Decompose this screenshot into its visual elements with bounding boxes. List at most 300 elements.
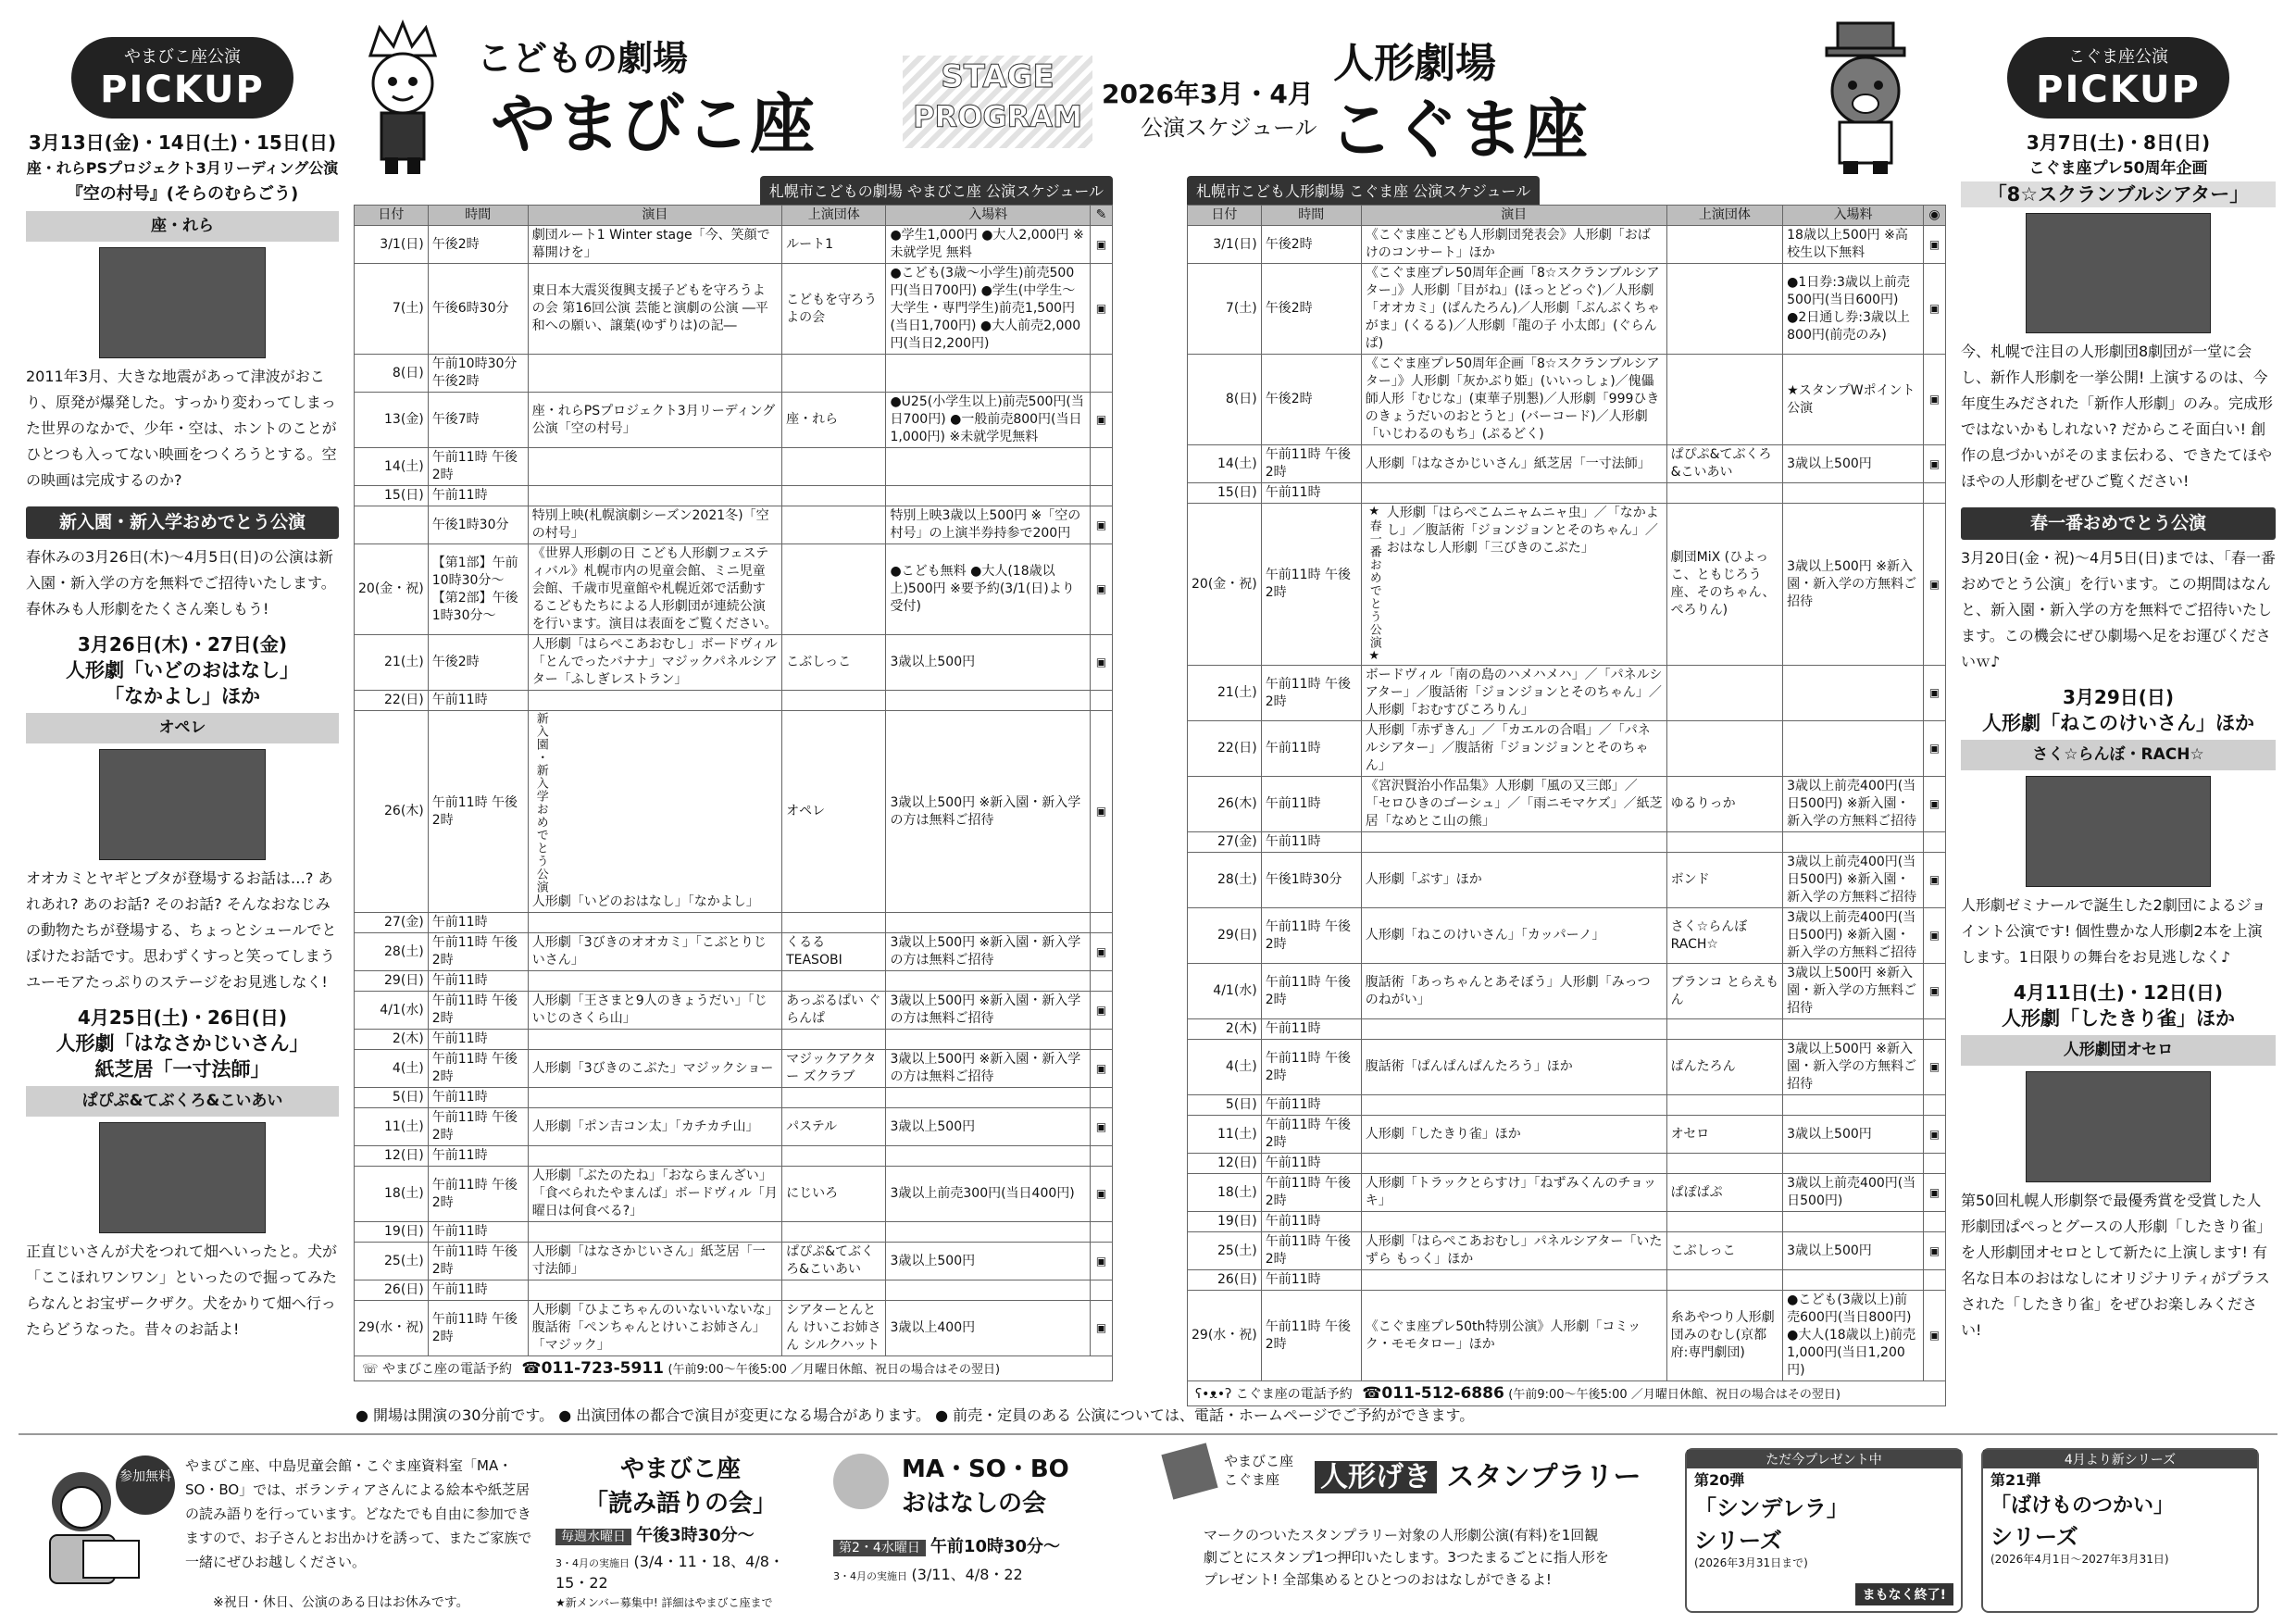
cell-date: 3/1(日) — [355, 226, 429, 264]
cell-date: 27(金) — [355, 913, 429, 933]
phone-icon: ☏ — [362, 1362, 379, 1377]
cell-time: 午前11時 午後2時 — [428, 1108, 528, 1146]
table-row — [355, 992, 1113, 1030]
cell-program — [528, 1280, 781, 1301]
cell-date: 20(金・祝) — [1188, 504, 1262, 666]
koguma-schedule — [1187, 176, 1946, 1406]
cell-date: 29(水・祝) — [355, 1301, 429, 1356]
cell-fee: 3歳以上前売400円(当日500円) ※新入園・新入学の方無料ご招待 — [1783, 853, 1924, 908]
cell-troupe: こぶしっこ — [1666, 1232, 1783, 1270]
pickup-text: 人形劇ゼミナールで誕生した2劇団によるジョイント公演です! 個性豊かな人形劇2本を上演します。1日限りの舞台をお見逃しなく♪ — [1961, 896, 2266, 966]
cell-time: 午前11時 午後2時 — [428, 1167, 528, 1222]
stamp-icon — [1091, 1146, 1113, 1167]
cell-troupe: ブランコ とらえもん — [1666, 964, 1783, 1019]
stamp-icon: ▣ — [1924, 1232, 1946, 1270]
table-row — [355, 1222, 1113, 1243]
cell-fee: ●こども(3歳以上)前売600円(当日800円) ●大人(18歳以上)前売1,000円(当日1,200円) — [1783, 1291, 1924, 1381]
cell-fee: 3歳以上500円 — [1783, 445, 1924, 483]
table-row — [1188, 226, 1946, 264]
cell-date: 18(土) — [1188, 1174, 1262, 1212]
cell-program: 人形劇「ひよこちゃんのいないいないな」腹話術「ぺンちゃんとけいこお姉さん」「マジック」 — [528, 1301, 781, 1356]
table-row — [355, 1280, 1113, 1301]
cell-troupe: ボンド — [1666, 853, 1783, 908]
bottom-strip — [19, 1433, 2277, 1615]
stamp-icon: ▣ — [1924, 355, 1946, 445]
cell-program — [528, 1088, 781, 1108]
cell-date: 3/1(日) — [1188, 226, 1262, 264]
cell-fee — [1783, 1270, 1924, 1291]
stage-photo — [99, 1122, 266, 1233]
col-program: 演目 — [1361, 206, 1666, 226]
cell-date: 29(日) — [355, 971, 429, 992]
cell-program — [1361, 1019, 1666, 1040]
cell-program: 人形劇「3びきのこぶた」マジックショー — [528, 1050, 781, 1088]
pickup-title: 『空の村号』(そらのむらごう) — [66, 184, 299, 204]
cell-date: 25(土) — [1188, 1232, 1262, 1270]
cell-fee — [886, 448, 1091, 486]
cell-program: 人形劇「ぶす」ほか — [1361, 853, 1666, 908]
cell-program: ★春一番おめでとう公演★ 人形劇「はらぺこムニャムニャ虫」／「なかよし」／腹話術「ジョンジョンとそのちゃん」／おはなし人形劇「三びきのこぶた」 — [1361, 504, 1666, 666]
col-fee: 入場料 — [886, 206, 1091, 226]
cell-time: 午前11時 午後2時 — [1261, 908, 1361, 964]
cell-troupe: ぱんたろん — [1666, 1040, 1783, 1095]
table-row — [1188, 504, 1946, 666]
cell-troupe — [1666, 1095, 1783, 1116]
cell-time: 午前11時 — [1261, 1019, 1361, 1040]
cell-time: 午前11時 午後2時 — [1261, 666, 1361, 721]
table-row — [355, 544, 1113, 635]
table-row — [1188, 1116, 1946, 1154]
troupe-band: 人形劇団オセロ — [1961, 1035, 2276, 1066]
table-row — [355, 1301, 1113, 1356]
cell-troupe — [782, 544, 886, 635]
stamp-col-icon: ✎ — [1091, 206, 1113, 226]
cell-troupe — [782, 1222, 886, 1243]
masobo-reading-box: MA・SO・BO おはなしの会 第2・4水曜日 午前10時30分～ 3・4月の実施日 (3/11、4/8・22 — [833, 1455, 1069, 1583]
stamp-icon — [1091, 1088, 1113, 1108]
cell-troupe — [1666, 264, 1783, 355]
cell-date: 12(日) — [1188, 1154, 1262, 1174]
cell-fee — [886, 971, 1091, 992]
cell-troupe: あっぷるぱい ぐらんぱ — [782, 992, 886, 1030]
cell-troupe: ルート1 — [782, 226, 886, 264]
cell-fee: ●こども(3歳～小学生)前売500円(当日700円) ●学生(中学生～大学生・専門学生)前売1,500円(当日1,700円) ●大人前売2,000円(当日2,200円) — [886, 264, 1091, 355]
troupe-band: ぱぴぷ&てぶくろ&こいあい — [26, 1086, 339, 1117]
table-row — [1188, 777, 1946, 832]
table-row — [355, 226, 1113, 264]
cell-fee: 3歳以上500円 — [886, 1243, 1091, 1280]
cell-time: 午後7時 — [428, 393, 528, 448]
reading-note: ※祝日・休日、公演のある日はお休みです。 — [213, 1595, 469, 1610]
pickup-title: こぐま座プレ50周年企画 — [2028, 159, 2208, 178]
phone-reservation: ☏ やまびこ座の電話予約 ☎011-723-5911 (午前9:00～午後5:00 ／月曜日休館、祝日の場合はその翌日) — [354, 1356, 1113, 1381]
cell-date: 7(土) — [355, 264, 429, 355]
col-troupe: 上演団体 — [1666, 206, 1783, 226]
stamp-icon — [1091, 355, 1113, 393]
cell-fee: 3歳以上500円 ※新入園・新入学の方無料ご招待 — [1783, 1040, 1924, 1095]
cell-date: 26(木) — [1188, 777, 1262, 832]
cell-fee: 3歳以上500円 — [886, 635, 1091, 691]
cell-time: 午後6時30分 — [428, 264, 528, 355]
cell-troupe — [782, 971, 886, 992]
yamabiko-title: やまびこ座 — [491, 86, 815, 162]
table-row — [355, 393, 1113, 448]
cell-fee — [1783, 483, 1924, 504]
table-row — [1188, 1270, 1946, 1291]
cell-fee: 3歳以上前売400円(当日500円) ※新入園・新入学の方無料ご招待 — [1783, 777, 1924, 832]
col-troupe: 上演団体 — [782, 206, 886, 226]
cell-troupe — [1666, 832, 1783, 853]
stamp-icon — [1924, 832, 1946, 853]
table-row — [1188, 1095, 1946, 1116]
cell-program: 《こぐま座こども人形劇団発表会》人形劇「おばけのコンサート」ほか — [1361, 226, 1666, 264]
phone-reservation: ʕ•ᴥ•ʔ こぐま座の電話予約 ☎011-512-6886 (午前9:00～午後5:00 ／月曜日休館、祝日の場合はその翌日) — [1187, 1381, 1946, 1406]
cell-program: 人形劇「はらぺこあおむし」パネルシアター「いたずら もっく」ほか — [1361, 1232, 1666, 1270]
cell-date: 28(土) — [355, 933, 429, 971]
stamp-icon: ▣ — [1924, 445, 1946, 483]
table-row — [1188, 1291, 1946, 1381]
cell-troupe — [782, 1146, 886, 1167]
cell-troupe: 糸あやつり人形劇団みのむし(京都府:専門劇団) — [1666, 1291, 1783, 1381]
cell-program: 人形劇「赤ずきん」／「カエルの合唱」／「パネルシアター」／腹話術「ジョンジョンとそのちゃん」 — [1361, 721, 1666, 777]
cell-date: 5(日) — [1188, 1095, 1262, 1116]
yamabiko-schedule — [354, 176, 1113, 1381]
cell-time: 午前11時 — [428, 486, 528, 506]
col-fee: 入場料 — [1783, 206, 1924, 226]
cell-date: 4(土) — [1188, 1040, 1262, 1095]
table-row — [355, 355, 1113, 393]
cell-fee: 3歳以上500円 ※新入園・新入学の方は無料ご招待 — [886, 933, 1091, 971]
cell-troupe — [782, 691, 886, 711]
cell-program: 《世界人形劇の日 こども人形劇フェスティバル》札幌市内の児童会館、ミニ児童会館、千歳市児童館や札幌近郊で活動するこどもたちによる人形劇団が連続公演を行います。演目は表面をご覧ください。 — [528, 544, 781, 635]
cell-program — [528, 486, 781, 506]
cell-time: 午前11時 午後2時 — [1261, 445, 1361, 483]
stage-photo — [99, 749, 266, 860]
campaign-text: 3月20日(金・祝)～4月5日(日)までは、「春一番おめでとう公演」を行います。この期間はなんと、新入園・新入学の方を無料でご招待いたします。この機会にぜひ劇場へ足をお運びくださいｗ♪ — [1961, 549, 2276, 670]
cell-program: 人形劇「王さまと9人のきょうだい」「じいじのさくら山」 — [528, 992, 781, 1030]
cell-fee — [886, 691, 1091, 711]
table-row — [355, 635, 1113, 691]
cell-date: 5(日) — [355, 1088, 429, 1108]
pickup-text: オオカミとヤギとブタが登場するお話は…? あれあれ? あのお話? そのお話? そんなおなじみの動物たちが登場する、ちょっとシュールでとぼけたお話です。思わずくすっと笑ってしまうユーモアたっぷりのステージをお見逃しなく! — [26, 869, 337, 991]
cell-program: 劇団ルート1 Winter stage「今、笑顔で幕開けを」 — [528, 226, 781, 264]
cell-troupe — [782, 1280, 886, 1301]
stamp-icon — [1924, 1212, 1946, 1232]
pickup-title: 人形劇「はなさかじいさん」 — [56, 1032, 309, 1055]
cell-time: 午後2時 — [428, 635, 528, 691]
pickup-text: 2011年3月、大きな地震があって津波がおこり、原発が爆発した。すっかり変わってしまった世界のなかで、少年・空は、ホントのことがひとつも入ってない映画をつくろうとする。空の映画は完成するのか? — [26, 368, 337, 489]
cell-time: 午前11時 — [428, 1280, 528, 1301]
stage-program-logo: STAGE PROGRAM — [903, 56, 1092, 148]
cell-time: 午前11時 — [1261, 1270, 1361, 1291]
table-row — [355, 486, 1113, 506]
cell-time: 午前11時 — [428, 1146, 528, 1167]
series-20: ただ今プレゼント中 第20弾 「シンデレラ」 シリーズ (2026年3月31日まで) まもなく終了! — [1685, 1448, 1963, 1613]
campaign-band: 春一番おめでとう公演 — [1961, 507, 2276, 540]
cell-time: 午前11時 — [428, 691, 528, 711]
header — [352, 19, 1944, 176]
cell-date: 8(日) — [1188, 355, 1262, 445]
cell-program — [528, 913, 781, 933]
boy-mascot-icon — [352, 19, 454, 176]
cell-fee: 3歳以上500円 ※新入園・新入学の方無料ご招待 — [1783, 964, 1924, 1019]
cell-program: 腹話術「ぱんぱんぱんたろう」ほか — [1361, 1040, 1666, 1095]
cell-date: 22(日) — [1188, 721, 1262, 777]
cell-program — [528, 448, 781, 486]
pickup-date: 3月7日(土)・8日(日) — [2026, 131, 2211, 154]
cell-program — [528, 1222, 781, 1243]
cell-date: 21(土) — [1188, 666, 1262, 721]
cell-time: 午前11時 — [428, 1030, 528, 1050]
cell-program: 特別上映(札幌演劇シーズン2021冬)「空の村号」 — [528, 506, 781, 544]
table-row — [1188, 1174, 1946, 1212]
cell-date: 12(日) — [355, 1146, 429, 1167]
pickup-title: 人形劇「いどのおはなし」 — [66, 659, 299, 681]
cell-program — [1361, 1154, 1666, 1174]
cell-program: 人形劇「3びきのオオカミ」「こぶとりじいさん」 — [528, 933, 781, 971]
cell-time: 午前11時 — [1261, 777, 1361, 832]
stamp-icon: ▣ — [1091, 1301, 1113, 1356]
stamp-icon — [1091, 1280, 1113, 1301]
cell-fee: 3歳以上500円 ※新入園・新入学の方無料ご招待 — [1783, 504, 1924, 666]
table-caption: 札幌市こどもの劇場 やまびこ座 公演スケジュール — [760, 176, 1113, 205]
cell-troupe — [1666, 483, 1783, 504]
stamp-icon — [1924, 1154, 1946, 1174]
cell-program: 人形劇「はらぺこあおむし」ボードヴィル「とんでったバナナ」マジックパネルシアター「ふしぎレストラン」 — [528, 635, 781, 691]
cell-fee — [886, 1030, 1091, 1050]
cell-time: 午前11時 午後2時 — [1261, 1040, 1361, 1095]
cell-troupe: こどもを守ろうよの会 — [782, 264, 886, 355]
cell-troupe — [1666, 1212, 1783, 1232]
cell-time: 午後1時30分 — [428, 506, 528, 544]
cell-time: 午前11時 — [1261, 1154, 1361, 1174]
cell-date: 26(日) — [355, 1280, 429, 1301]
stamp-icon: ▣ — [1091, 1243, 1113, 1280]
cell-time: 午前11時 午後2時 — [428, 711, 528, 913]
stamp-icon: ▣ — [1091, 506, 1113, 544]
cell-program: 人形劇「はなさかじいさん」紙芝居「一寸法師」 — [1361, 445, 1666, 483]
stage-photo — [2026, 213, 2211, 333]
stamp-icon — [1091, 913, 1113, 933]
pickup-date: 3月26日(木)・27日(金) — [77, 633, 288, 656]
cell-date: 14(土) — [1188, 445, 1262, 483]
troupe-band: オペレ — [26, 713, 339, 743]
stamp-icon: ▣ — [1091, 1108, 1113, 1146]
phone-number[interactable]: ☎011-512-6886 — [1362, 1384, 1504, 1403]
pickup-title: 座・れらPSプロジェクト3月リーディング公演 — [26, 159, 339, 177]
col-time: 時間 — [1261, 206, 1361, 226]
table-row — [1188, 666, 1946, 721]
cell-date: 26(木) — [355, 711, 429, 913]
cell-fee: 18歳以上500円 ※高校生以下無料 — [1783, 226, 1924, 264]
cell-date: 29(水・祝) — [1188, 1291, 1262, 1381]
cell-fee — [1783, 832, 1924, 853]
table-row — [355, 711, 1113, 913]
cell-fee: 3歳以上500円 — [1783, 1116, 1924, 1154]
pickup-title: 「8☆スクランブルシアター」 — [1961, 181, 2276, 207]
table-row — [1188, 721, 1946, 777]
cell-time: 午前11時 — [1261, 483, 1361, 504]
stamp-icon — [1091, 971, 1113, 992]
cell-program: 腹話術「あっちゃんとあそぼう」人形劇「みっつのねがい」 — [1361, 964, 1666, 1019]
table-row — [355, 1167, 1113, 1222]
cell-date: 11(土) — [1188, 1116, 1262, 1154]
cell-program — [528, 1146, 781, 1167]
cell-program — [528, 355, 781, 393]
cell-time: 午前11時 午後2時 — [1261, 1232, 1361, 1270]
table-row — [355, 933, 1113, 971]
cell-fee: 3歳以上400円 — [886, 1301, 1091, 1356]
cell-troupe — [1666, 226, 1783, 264]
stamp-icon: ▣ — [1924, 264, 1946, 355]
cell-troupe: 劇団MiX (ひよっこ、ともじろう座、そのちゃん、ぺろりん) — [1666, 504, 1783, 666]
table-caption: 札幌市こども人形劇場 こぐま座 公演スケジュール — [1187, 176, 1540, 205]
stamp-icon: ▣ — [1091, 544, 1113, 635]
pickup-date: 4月25日(土)・26日(日) — [77, 1006, 288, 1029]
campaign-vertical-label: ★春一番おめでとう公演★ — [1366, 505, 1381, 664]
cell-date: 29(日) — [1188, 908, 1262, 964]
pickup-text: 第50回札幌人形劇祭で最優秀賞を受賞した人形劇団ぱぺっとグースの人形劇「したきり雀」を人形劇団オセロとして新たに上演します! 有名な日本のおはなしにオリジナリティがプラスされた「したきり雀」をぜひお楽しみください! — [1961, 1192, 2272, 1339]
table-row — [1188, 264, 1946, 355]
cell-time: 午前11時 午後2時 — [428, 1301, 528, 1356]
cell-program — [528, 971, 781, 992]
cell-program: ボードヴィル「南の島のハメハメハ」／「パネルシアター」／腹話術「ジョンジョンとそのちゃん」／人形劇「おむすびころりん」 — [1361, 666, 1666, 721]
cell-troupe — [782, 913, 886, 933]
masobo-logo-icon — [833, 1454, 889, 1509]
cell-program: 人形劇「ぶたのたね」「おならまんざい」「食べられたやまんば」ボードヴィル「月曜日は何食べる?」 — [528, 1167, 781, 1222]
cell-time: 午前11時 午後2時 — [1261, 1174, 1361, 1212]
cell-date: 22(日) — [355, 691, 429, 711]
cell-fee: 3歳以上前売400円(当日500円) — [1783, 1174, 1924, 1212]
cell-troupe: ぱぴぷ&てぶくろ&こいあい — [782, 1243, 886, 1280]
cell-fee: ●1日券:3歳以上前売500円(当日600円) ●2日通し券:3歳以上800円(前売のみ) — [1783, 264, 1924, 355]
phone-number[interactable]: ☎011-723-5911 — [521, 1359, 664, 1378]
pickup-badge: やまびこ座公演 PICKUP — [71, 37, 293, 119]
cell-date: 13(金) — [355, 393, 429, 448]
table-row — [355, 1108, 1113, 1146]
cell-troupe: ぱぽぱぷ — [1666, 1174, 1783, 1212]
pickup-title: 「なかよし」ほか — [105, 685, 260, 707]
cell-fee: ●U25(小学生以上)前売500円(当日700円) ●一般前売800円(当日1,000円) ※未就学児無料 — [886, 393, 1091, 448]
cell-fee — [886, 355, 1091, 393]
stamp-icon: ▣ — [1091, 1050, 1113, 1088]
cell-troupe: 座・れら — [782, 393, 886, 448]
cell-troupe: ゆるりっか — [1666, 777, 1783, 832]
table-row — [1188, 964, 1946, 1019]
cell-date: 4/1(水) — [355, 992, 429, 1030]
stamp-icon: ▣ — [1091, 933, 1113, 971]
col-program: 演目 — [528, 206, 781, 226]
cell-fee: 3歳以上500円 — [1783, 1232, 1924, 1270]
cell-time: 午後2時 — [1261, 355, 1361, 445]
cell-fee: 3歳以上前売300円(当日400円) — [886, 1167, 1091, 1222]
cell-troupe: ぱぴぷ&てぶくろ &こいあい — [1666, 445, 1783, 483]
schedule-period: 2026年3月・4月 — [1102, 79, 1314, 109]
cell-troupe — [782, 448, 886, 486]
cell-program: 《こぐま座プレ50周年企画「8☆スクランブルシアター」》人形劇「灰かぶり姫」(いいっしょ)／傀儡師人形「むじな」(東華子別懇)／人形劇「999ひきのきょうだいのおとうと」(バーコード)／人形劇「いじわるのもち」(ぷるどく) — [1361, 355, 1666, 445]
cell-fee — [1783, 1095, 1924, 1116]
cell-program: 《宮沢賢治小作品集》人形劇「風の又三郎」／「セロひきのゴーシュ」／「雨ニモマケズ」／紙芝居「なめとこ山の熊」 — [1361, 777, 1666, 832]
cell-troupe — [782, 1088, 886, 1108]
cell-time: 午前11時 午後2時 — [1261, 964, 1361, 1019]
reading-text: やまびこ座、中島児童会館・こぐま座資料室「MA・SO・BO」では、ボランティアさんによる絵本や紙芝居の読み語りを行っています。どなたでも自由に参加できますので、お子さんとお出かけを誘って、またご家族で一緒にぜひお越しください。 — [185, 1457, 532, 1570]
cell-troupe — [782, 506, 886, 544]
schedule-table — [1187, 205, 1946, 1381]
stamp-icon: ▣ — [1924, 666, 1946, 721]
cell-troupe: パステル — [782, 1108, 886, 1146]
cell-date — [355, 506, 429, 544]
table-row — [355, 691, 1113, 711]
cell-fee: 3歳以上前売400円(当日500円) ※新入園・新入学の方無料ご招待 — [1783, 908, 1924, 964]
cell-date: 28(土) — [1188, 853, 1262, 908]
table-row — [355, 506, 1113, 544]
table-row — [1188, 1232, 1946, 1270]
cell-fee: ★スタンプWポイント公演 — [1783, 355, 1924, 445]
table-row — [355, 448, 1113, 486]
col-time: 時間 — [428, 206, 528, 226]
table-row — [1188, 832, 1946, 853]
cell-time: 午前11時 午後2時 — [428, 933, 528, 971]
table-row — [355, 971, 1113, 992]
stamp-icon: ▣ — [1924, 1116, 1946, 1154]
stamp-icon — [1924, 1095, 1946, 1116]
cell-program: 《こぐま座プレ50周年企画「8☆スクランブルシアター」》人形劇「目がね」(ほっとどっぐ)／人形劇「オオカミ」(ぱんたろん)／人形劇「ぶんぶくちゃがま」(くるる)／人形劇「龍の子 小太郎」(ぐらんぱ) — [1361, 264, 1666, 355]
cell-fee — [886, 1222, 1091, 1243]
stamp-icon: ▣ — [1924, 1174, 1946, 1212]
cell-fee: 3歳以上500円 ※新入園・新入学の方は無料ご招待 — [886, 711, 1091, 913]
table-row — [1188, 908, 1946, 964]
notice-line: ● 開場は開演の30分前です。 ● 出演団体の都合で演目が変更になる場合があります。 ● 前売・定員のある 公演については、電話・ホームページでご予約ができます。 — [356, 1406, 1475, 1424]
cell-fee — [886, 1088, 1091, 1108]
cell-program: 座・れらPSプロジェクト3月リーディング公演「空の村号」 — [528, 393, 781, 448]
cell-fee: 3歳以上500円 ※新入園・新入学の方は無料ご招待 — [886, 1050, 1091, 1088]
cell-troupe: オセロ — [1666, 1116, 1783, 1154]
table-row — [1188, 355, 1946, 445]
pickup-text: 今、札幌で注目の人形劇団8劇団が一堂に会し、新作人形劇を一挙公開! 上演するのは、今年度生みだされた「新作人形劇」のみ。完成形ではないかもしれない? だからこそ面白い! 創作の息づかいがそのまま伝わる、できたてほやほやの人形劇をぜひご覧ください! — [1961, 343, 2273, 490]
stamp-icon: ▣ — [1091, 635, 1113, 691]
cell-time: 午前11時 — [1261, 721, 1361, 777]
cell-program: 人形劇「ポン吉コン太」「カチカチ山」 — [528, 1108, 781, 1146]
cell-troupe: くるる TEASOBI — [782, 933, 886, 971]
yamabiko-reading-box: やまびこ座 「読み語りの会」 毎週水曜日 午後3時30分～ 3・4月の実施日 (3/4・11・18、4/8・15・22 ★新メンバー募集中! 詳細はやまびこ座まで — [555, 1455, 784, 1609]
cell-troupe: オペレ — [782, 711, 886, 913]
stamp-icon: ▣ — [1924, 504, 1946, 666]
cell-fee — [1783, 1019, 1924, 1040]
cell-time: 午後2時 — [1261, 226, 1361, 264]
stamp-icon: ▣ — [1091, 1167, 1113, 1222]
cell-time: 午前11時 — [428, 1088, 528, 1108]
cell-fee: 特別上映3歳以上500円 ※「空の村号」の上演半券持参で200円 — [886, 506, 1091, 544]
free-badge: 参加無料 — [116, 1455, 175, 1515]
cell-date: 19(日) — [355, 1222, 429, 1243]
table-row — [1188, 1019, 1946, 1040]
stamp-icon: ▣ — [1924, 226, 1946, 264]
cell-program — [1361, 832, 1666, 853]
cell-troupe — [782, 355, 886, 393]
cell-program — [1361, 483, 1666, 504]
schedule-period-sub: 公演スケジュール — [1141, 115, 1317, 141]
table-row — [1188, 1154, 1946, 1174]
koguma-sub: 人形劇場 — [1333, 40, 1496, 87]
cell-date: 8(日) — [355, 355, 429, 393]
cell-time: 午後1時30分 — [1261, 853, 1361, 908]
bear-mascot-icon — [1810, 19, 1921, 176]
cell-time: 午前11時 — [428, 913, 528, 933]
mascot-right — [1810, 19, 1921, 176]
schedule-table — [354, 205, 1113, 1356]
cell-time: 【第1部】午前10時30分～ 【第2部】午後1時30分～ — [428, 544, 528, 635]
cell-date: 27(金) — [1188, 832, 1262, 853]
